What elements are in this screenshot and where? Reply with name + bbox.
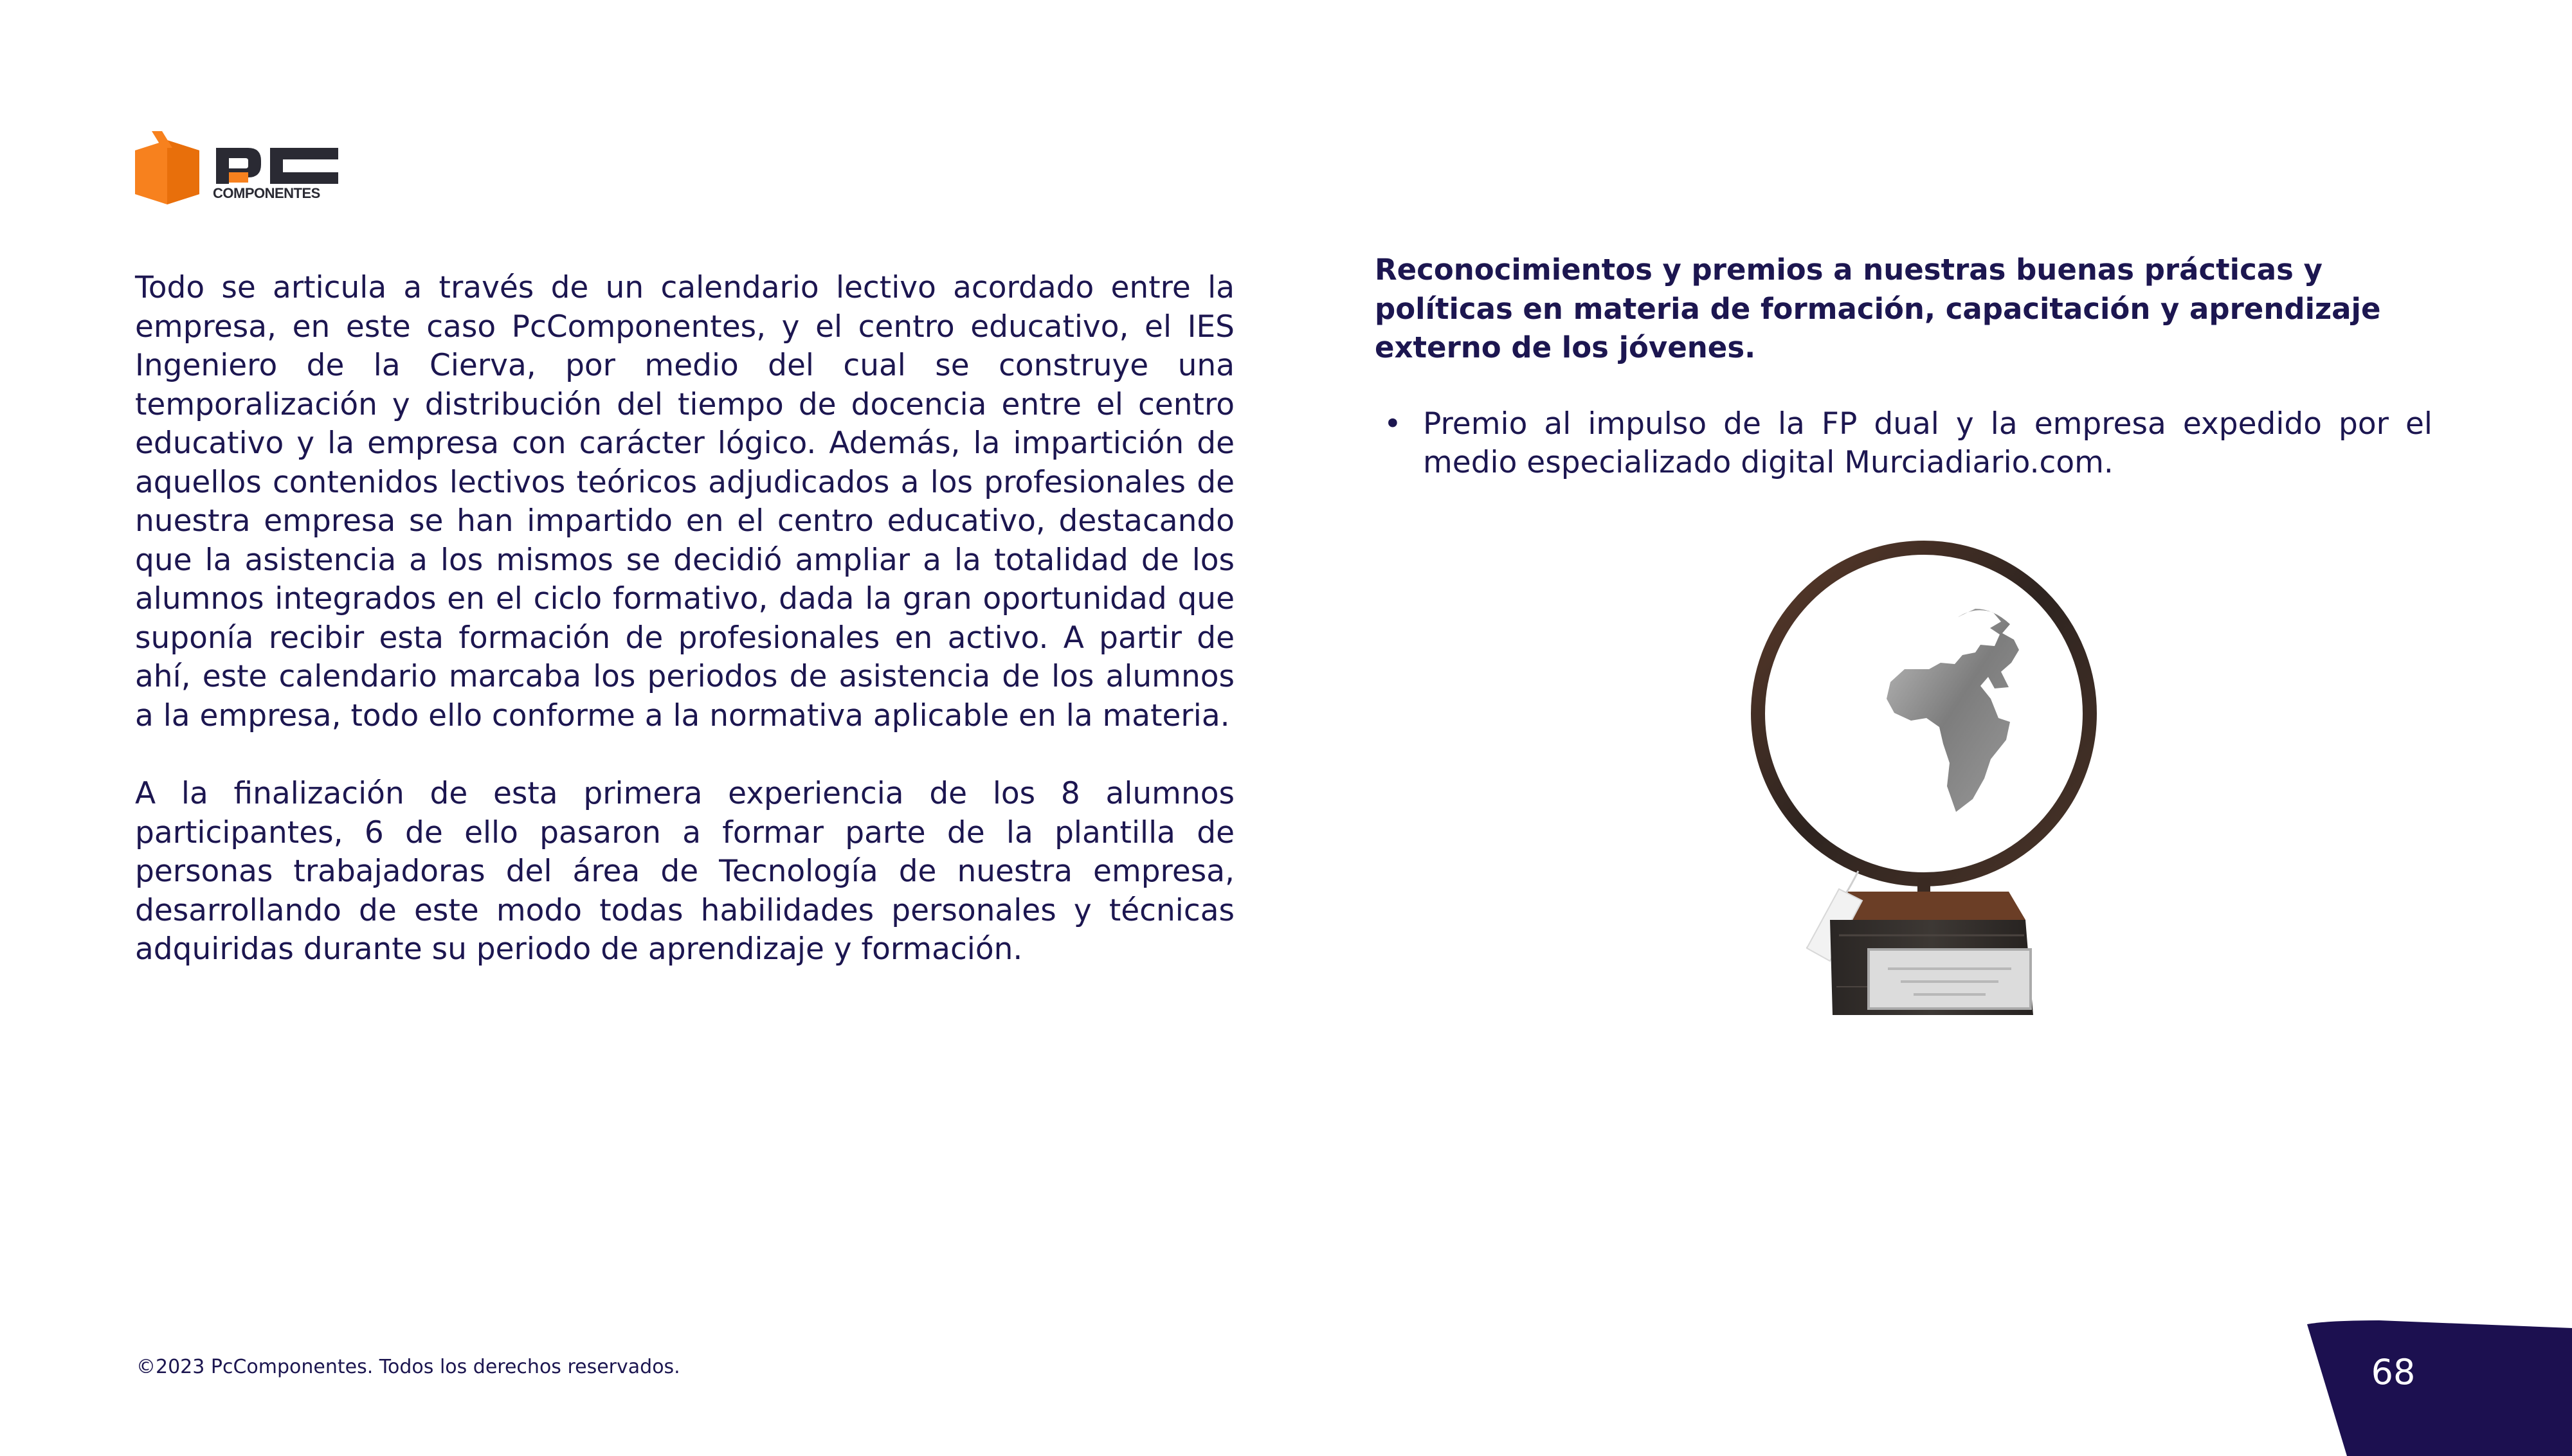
- awards-heading: Reconocimientos y premios a nuestras buenas prácticas y políticas en materia de formación, capacitación y aprendizaje externo de los jóvenes.: [1375, 253, 2381, 364]
- copyright-notice: ©2023 PcComponentes. Todos los derechos reservados.: [136, 1356, 680, 1378]
- logo-subtitle: COMPONENTES: [213, 185, 320, 201]
- bullet-icon: •: [1384, 406, 1402, 442]
- page-number: 68: [2371, 1352, 2416, 1392]
- right-column: [1375, 251, 2432, 483]
- awards-list: [1375, 405, 2432, 483]
- body-paragraph: Todo se articula a través de un calendario lectivo acordado entre la empresa, en este caso PcComponentes, y el centro educativo, el IES Ingeniero de la Cierva, por medio del cual se construye una temporalización y distribución del tiempo de docencia entre el centro educativo y la empresa con carácter lógico. Además, la impartición de aquellos contenidos lectivos teóricos adjudicados a los profesionales de nuestra empresa se han impartido en el centro educativo, destacando que la asistencia a los mismos se decidió ampliar a la totalidad de los alumnos integrados en el ciclo formativo, dada la gran oportunidad que suponía recibir esta formación de profesionales en activo. A partir de ahí, este calendario marcaba los periodos de asistencia de los alumnos a la empresa, todo ello conforme a la normativa aplicable en la materia.: [135, 270, 1235, 733]
- left-column: [135, 269, 1235, 969]
- globe-trophy-icon: [1736, 537, 2109, 1035]
- award-text: Premio al impulso de la FP dual y la empresa expedido por el medio especializado digital Murciadiario.com.: [1423, 406, 2432, 480]
- trophy-image: [1736, 537, 2109, 1035]
- award-item: [1375, 405, 2432, 483]
- body-paragraph: A la finalización de esta primera experiencia de los 8 alumnos participantes, 6 de ello pasaron a formar parte de la plantilla de personas trabajadoras del área de Tecnología de nuestra empresa, desarrollando de este modo todas habilidades personales y técnicas adquiridas durante su periodo de aprendizaje y formación.: [135, 776, 1235, 967]
- brand-logo: [135, 131, 341, 205]
